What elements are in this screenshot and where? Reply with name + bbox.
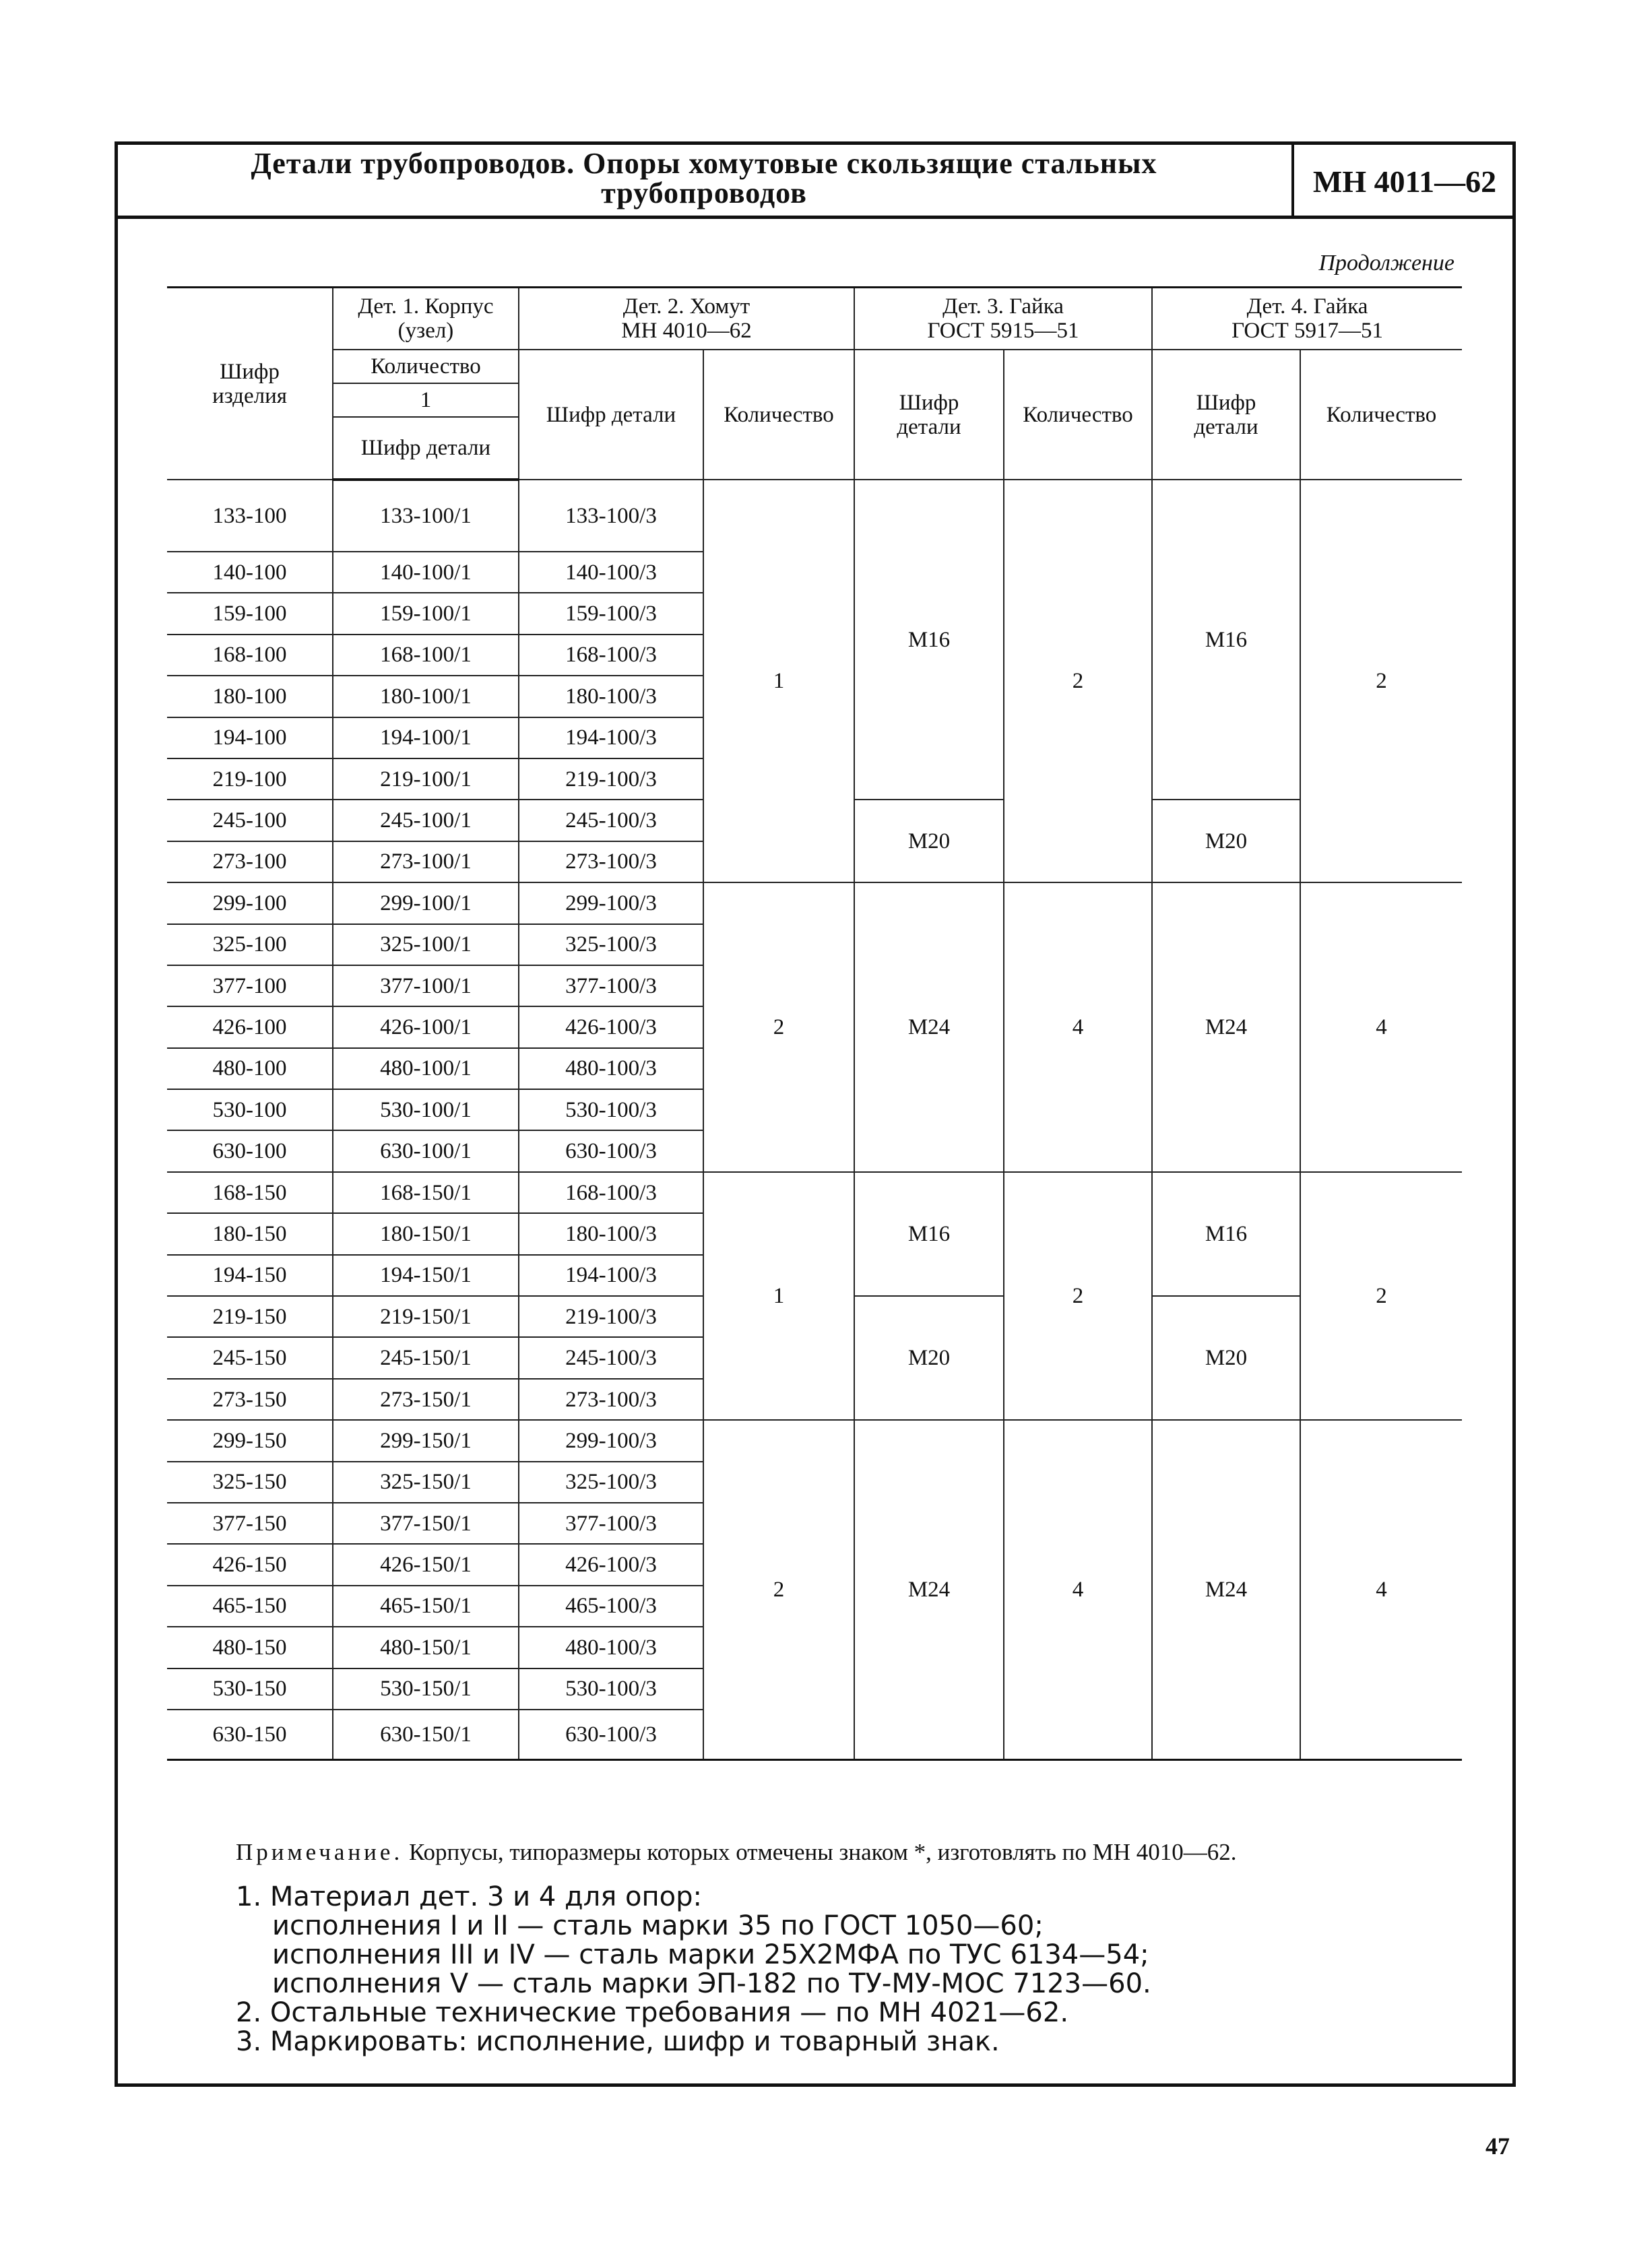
frame-bottom-rule bbox=[115, 2083, 1516, 2087]
title-block bbox=[118, 145, 1512, 219]
det4-code: М16 bbox=[1152, 480, 1300, 800]
det2-quantity: 2 bbox=[703, 1420, 854, 1759]
det1-code: 168-100/1 bbox=[333, 635, 519, 676]
title-divider bbox=[1291, 145, 1294, 216]
det1-code: 325-150/1 bbox=[333, 1462, 519, 1503]
technical-requirements bbox=[236, 1883, 1448, 2056]
product-code: 377-150 bbox=[167, 1503, 333, 1544]
header-det4-quantity: Количество bbox=[1300, 350, 1462, 480]
requirement-1: 1. Материал дет. 3 и 4 для опор: bbox=[236, 1881, 702, 1912]
det1-code: 219-150/1 bbox=[333, 1296, 519, 1337]
continuation-label: Продолжение bbox=[1318, 251, 1454, 276]
header-det4-line-2: ГОСТ 5917—51 bbox=[1232, 319, 1383, 343]
product-code: 530-100 bbox=[167, 1089, 333, 1130]
header-det2-code: Шифр детали bbox=[519, 350, 703, 480]
header-det3-quantity: Количество bbox=[1004, 350, 1152, 480]
det4-quantity: 4 bbox=[1300, 882, 1462, 1172]
document-title-line-1: Детали трубопроводов. Опоры хомутовые скользящие стальных bbox=[251, 147, 1157, 180]
det3-code: М24 bbox=[854, 882, 1004, 1172]
det1-code: 219-100/1 bbox=[333, 758, 519, 800]
det2-code: 465-100/3 bbox=[519, 1586, 703, 1627]
det1-code: 530-100/1 bbox=[333, 1089, 519, 1130]
det2-code: 299-100/3 bbox=[519, 1420, 703, 1461]
requirement-1a: исполнения I и II — сталь марки 35 по ГОСТ 1050—60; bbox=[272, 1910, 1044, 1941]
header-det3-line-1: Дет. 3. Гайка bbox=[942, 294, 1064, 319]
product-code: 480-100 bbox=[167, 1048, 333, 1089]
det1-code: 530-150/1 bbox=[333, 1668, 519, 1710]
product-code: 194-150 bbox=[167, 1255, 333, 1296]
header-det2-line-1: Дет. 2. Хомут bbox=[622, 294, 750, 319]
header-det3-code-line-2: детали bbox=[897, 414, 961, 439]
det2-code: 180-100/3 bbox=[519, 676, 703, 717]
product-code: 299-100 bbox=[167, 882, 333, 924]
det2-code: 325-100/3 bbox=[519, 924, 703, 965]
det1-code: 180-150/1 bbox=[333, 1213, 519, 1254]
det4-quantity: 4 bbox=[1300, 1420, 1462, 1759]
det2-code: 219-100/3 bbox=[519, 1296, 703, 1337]
header-det4-code-line-2: детали bbox=[1194, 414, 1258, 439]
det3-quantity: 2 bbox=[1004, 480, 1152, 882]
product-code: 140-100 bbox=[167, 552, 333, 593]
header-det4-code bbox=[1152, 350, 1300, 480]
product-code: 133-100 bbox=[167, 480, 333, 552]
det4-quantity: 2 bbox=[1300, 480, 1462, 882]
header-det1-line-2: (узел) bbox=[397, 319, 454, 343]
header-det1-quantity-value: 1 bbox=[333, 383, 519, 417]
det2-code: 480-100/3 bbox=[519, 1048, 703, 1089]
header-product-code-line-1: Шифр bbox=[220, 359, 280, 384]
det2-code: 530-100/3 bbox=[519, 1668, 703, 1710]
det1-code: 194-150/1 bbox=[333, 1255, 519, 1296]
product-code: 325-100 bbox=[167, 924, 333, 965]
header-det2-line-2: МН 4010—62 bbox=[621, 319, 752, 343]
product-code: 426-100 bbox=[167, 1006, 333, 1047]
det2-code: 630-100/3 bbox=[519, 1130, 703, 1171]
det1-code: 377-150/1 bbox=[333, 1503, 519, 1544]
header-det3 bbox=[854, 288, 1152, 350]
det2-code: 168-100/3 bbox=[519, 1172, 703, 1213]
header-det4-line-1: Дет. 4. Гайка bbox=[1246, 294, 1368, 319]
product-code: 180-150 bbox=[167, 1213, 333, 1254]
det3-code: М20 bbox=[854, 1296, 1004, 1420]
det3-code: М16 bbox=[854, 1172, 1004, 1296]
product-code: 480-150 bbox=[167, 1627, 333, 1668]
det2-code: 299-100/3 bbox=[519, 882, 703, 924]
det1-code: 273-150/1 bbox=[333, 1379, 519, 1420]
standard-code: МН 4011—62 bbox=[1312, 164, 1497, 199]
det2-code: 273-100/3 bbox=[519, 1379, 703, 1420]
requirement-2: 2. Остальные технические требования — по МН 4021—62. bbox=[236, 1997, 1069, 2028]
det4-code: М20 bbox=[1152, 800, 1300, 882]
requirement-1b: исполнения III и IV — сталь марки 25Х2МФА по ТУС 6134—54; bbox=[272, 1939, 1149, 1970]
product-code: 465-150 bbox=[167, 1586, 333, 1627]
product-code: 630-100 bbox=[167, 1130, 333, 1171]
product-code: 219-100 bbox=[167, 758, 333, 800]
det1-code: 180-100/1 bbox=[333, 676, 519, 717]
det2-code: 194-100/3 bbox=[519, 1255, 703, 1296]
det4-code: М24 bbox=[1152, 882, 1300, 1172]
det2-code: 133-100/3 bbox=[519, 480, 703, 552]
header-product-code-line-2: изделия bbox=[212, 383, 287, 408]
header-det1-quantity: Количество bbox=[333, 350, 519, 383]
det2-code: 530-100/3 bbox=[519, 1089, 703, 1130]
det1-code: 194-100/1 bbox=[333, 717, 519, 758]
product-code: 168-100 bbox=[167, 635, 333, 676]
table-note bbox=[236, 1839, 1237, 1866]
det1-code: 140-100/1 bbox=[333, 552, 519, 593]
parts-table bbox=[167, 286, 1462, 1761]
product-code: 180-100 bbox=[167, 676, 333, 717]
header-det1-line-1: Дет. 1. Корпус bbox=[358, 294, 494, 319]
requirement-3: 3. Маркировать: исполнение, шифр и товарный знак. bbox=[236, 2026, 1000, 2057]
product-code: 219-150 bbox=[167, 1296, 333, 1337]
det1-code: 299-150/1 bbox=[333, 1420, 519, 1461]
det4-code: М24 bbox=[1152, 1420, 1300, 1759]
det2-code: 273-100/3 bbox=[519, 841, 703, 882]
det2-code: 159-100/3 bbox=[519, 593, 703, 634]
det3-code: М24 bbox=[854, 1420, 1004, 1759]
header-det4 bbox=[1152, 288, 1462, 350]
det1-code: 426-150/1 bbox=[333, 1544, 519, 1585]
note-text: Корпусы, типоразмеры которых отмечены знаком *, изготовлять по МН 4010—62. bbox=[408, 1839, 1237, 1865]
det2-code: 377-100/3 bbox=[519, 1503, 703, 1544]
header-product-code bbox=[167, 288, 333, 480]
det2-code: 377-100/3 bbox=[519, 965, 703, 1006]
header-det1 bbox=[333, 288, 519, 350]
det2-code: 140-100/3 bbox=[519, 552, 703, 593]
det2-code: 168-100/3 bbox=[519, 635, 703, 676]
det1-code: 245-100/1 bbox=[333, 800, 519, 841]
det4-code: М16 bbox=[1152, 1172, 1300, 1296]
det2-code: 325-100/3 bbox=[519, 1462, 703, 1503]
header-det4-code-line-1: Шифр bbox=[1196, 390, 1256, 415]
det2-quantity: 1 bbox=[703, 1172, 854, 1420]
det2-code: 194-100/3 bbox=[519, 717, 703, 758]
det2-code: 245-100/3 bbox=[519, 800, 703, 841]
det2-quantity: 1 bbox=[703, 480, 854, 882]
det1-code: 377-100/1 bbox=[333, 965, 519, 1006]
product-code: 377-100 bbox=[167, 965, 333, 1006]
det2-code: 480-100/3 bbox=[519, 1627, 703, 1668]
product-code: 194-100 bbox=[167, 717, 333, 758]
product-code: 245-150 bbox=[167, 1337, 333, 1378]
det2-code: 426-100/3 bbox=[519, 1006, 703, 1047]
det4-quantity: 2 bbox=[1300, 1172, 1462, 1420]
det1-code: 480-150/1 bbox=[333, 1627, 519, 1668]
det1-code: 325-100/1 bbox=[333, 924, 519, 965]
requirement-1c: исполнения V — сталь марки ЭП-182 по ТУ-МУ-МОС 7123—60. bbox=[272, 1968, 1151, 1999]
det3-quantity: 4 bbox=[1004, 882, 1152, 1172]
header-det2-quantity: Количество bbox=[703, 350, 854, 480]
det1-code: 426-100/1 bbox=[333, 1006, 519, 1047]
det2-code: 219-100/3 bbox=[519, 758, 703, 800]
page-number: 47 bbox=[1485, 2133, 1510, 2160]
det3-code: М20 bbox=[854, 800, 1004, 882]
document-title-line-2: трубопроводов bbox=[601, 176, 807, 209]
product-code: 273-100 bbox=[167, 841, 333, 882]
header-det3-code-line-1: Шифр bbox=[899, 390, 959, 415]
det3-quantity: 4 bbox=[1004, 1420, 1152, 1759]
header-det3-code bbox=[854, 350, 1004, 480]
det2-code: 180-100/3 bbox=[519, 1213, 703, 1254]
det1-code: 159-100/1 bbox=[333, 593, 519, 634]
product-code: 426-150 bbox=[167, 1544, 333, 1585]
det1-code: 133-100/1 bbox=[333, 480, 519, 552]
note-label: Примечание. bbox=[236, 1839, 404, 1865]
product-code: 630-150 bbox=[167, 1710, 333, 1760]
det2-code: 426-100/3 bbox=[519, 1544, 703, 1585]
det2-quantity: 2 bbox=[703, 882, 854, 1172]
det1-code: 273-100/1 bbox=[333, 841, 519, 882]
det4-code: М20 bbox=[1152, 1296, 1300, 1420]
header-det1-code: Шифр детали bbox=[333, 417, 519, 480]
product-code: 245-100 bbox=[167, 800, 333, 841]
det3-code: М16 bbox=[854, 480, 1004, 800]
header-det2 bbox=[519, 288, 854, 350]
product-code: 273-150 bbox=[167, 1379, 333, 1420]
det1-code: 245-150/1 bbox=[333, 1337, 519, 1378]
det1-code: 630-150/1 bbox=[333, 1710, 519, 1760]
det1-code: 465-150/1 bbox=[333, 1586, 519, 1627]
product-code: 159-100 bbox=[167, 593, 333, 634]
det3-quantity: 2 bbox=[1004, 1172, 1152, 1420]
det1-code: 630-100/1 bbox=[333, 1130, 519, 1171]
det2-code: 630-100/3 bbox=[519, 1710, 703, 1760]
product-code: 168-150 bbox=[167, 1172, 333, 1213]
product-code: 530-150 bbox=[167, 1668, 333, 1710]
product-code: 325-150 bbox=[167, 1462, 333, 1503]
det1-code: 168-150/1 bbox=[333, 1172, 519, 1213]
det2-code: 245-100/3 bbox=[519, 1337, 703, 1378]
det1-code: 299-100/1 bbox=[333, 882, 519, 924]
product-code: 299-150 bbox=[167, 1420, 333, 1461]
header-det3-line-2: ГОСТ 5915—51 bbox=[927, 319, 1079, 343]
det1-code: 480-100/1 bbox=[333, 1048, 519, 1089]
document-title bbox=[125, 149, 1283, 208]
